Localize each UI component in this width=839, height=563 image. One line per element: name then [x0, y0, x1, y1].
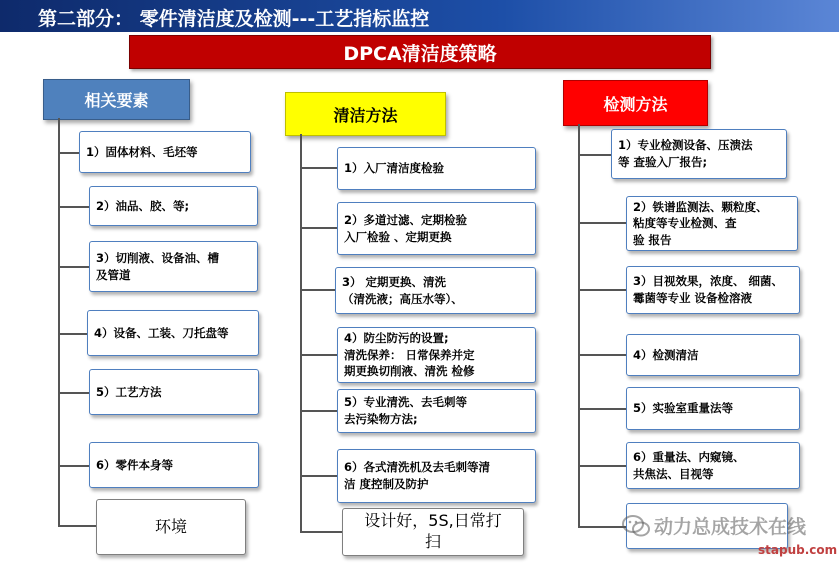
middle-item: 4）防尘防污的设置; 清洗保养： 日常保养并定 期更换切削液、清洗 检修: [337, 327, 536, 383]
right-branch: [578, 154, 611, 156]
left-item: 5）工艺方法: [89, 369, 259, 415]
middle-item: 5）专业清洗、去毛刺等 去污染物方法;: [337, 389, 536, 433]
right-connector-trunk: [578, 124, 580, 528]
left-branch: [58, 525, 96, 527]
middle-branch: [300, 531, 342, 533]
left-item: 4）设备、工装、刀托盘等: [87, 310, 259, 356]
right-item: 5）实验室重量法等: [626, 387, 800, 430]
left-item: 2）油品、胶、等;: [89, 186, 258, 226]
right-item: 2）铁谱监测法、颗粒度、 粘度等专业检测、查 验 报告: [626, 196, 798, 251]
left-branch: [58, 152, 79, 154]
site-url: stapub.com: [758, 543, 838, 557]
watermark: [622, 512, 806, 539]
right-item: 6）重量法、内窥镜、 共焦法、目视等: [626, 442, 800, 489]
middle-item: 3） 定期更换、清洗 （清洗液；高压水等）、: [335, 267, 536, 314]
middle-branch: [300, 475, 337, 477]
right-branch: [578, 354, 626, 356]
middle-branch: [300, 227, 337, 229]
left-branch: [58, 333, 87, 335]
left-branch: [58, 392, 89, 394]
right-item: 3）目视效果，浓度、 细菌、 霉菌等专业 设备检溶液: [626, 266, 800, 314]
left-column-title: 相关要素: [43, 79, 190, 120]
middle-column-title: 清洁方法: [285, 92, 446, 136]
watermark-text: 动力总成技术在线: [654, 516, 807, 538]
left-item: 3）切削液、设备油、槽 及管道: [89, 241, 258, 292]
right-branch: [578, 465, 626, 467]
left-item: 6）零件本身等: [89, 442, 259, 488]
strategy-banner: DPCA清洁度策略: [129, 35, 711, 69]
middle-branch: [300, 167, 337, 169]
right-column-title: 检测方法: [563, 80, 708, 126]
middle-item: 6）各式清洗机及去毛刺等清 洁 度控制及防护: [337, 449, 536, 503]
middle-branch: [300, 410, 337, 412]
right-item: 4）检测清洁: [626, 334, 800, 376]
middle-connector-trunk: [300, 134, 302, 532]
middle-branch: [300, 289, 335, 291]
left-branch: [58, 266, 89, 268]
middle-branch: [300, 354, 337, 356]
left-item: 1）固体材料、毛坯等: [79, 131, 251, 173]
right-branch: [578, 289, 626, 291]
left-branch: [58, 465, 89, 467]
left-item-environment: 环境: [96, 499, 246, 555]
middle-item-design: 设计好，5S,日常打 扫: [342, 508, 524, 556]
right-item: 1）专业检测设备、压溃法 等 查验入厂报告;: [611, 129, 787, 179]
wechat-icon: [622, 515, 650, 537]
middle-item: 1）入厂清洁度检验: [337, 147, 536, 190]
right-branch: [578, 222, 626, 224]
right-branch: [578, 408, 626, 410]
page-title: 第二部分： 零件清洁度及检测---工艺指标监控: [38, 8, 430, 30]
left-branch: [58, 206, 89, 208]
middle-item: 2）多道过滤、定期检验 入厂检验 、定期更换: [337, 202, 536, 255]
right-branch: [578, 526, 626, 528]
